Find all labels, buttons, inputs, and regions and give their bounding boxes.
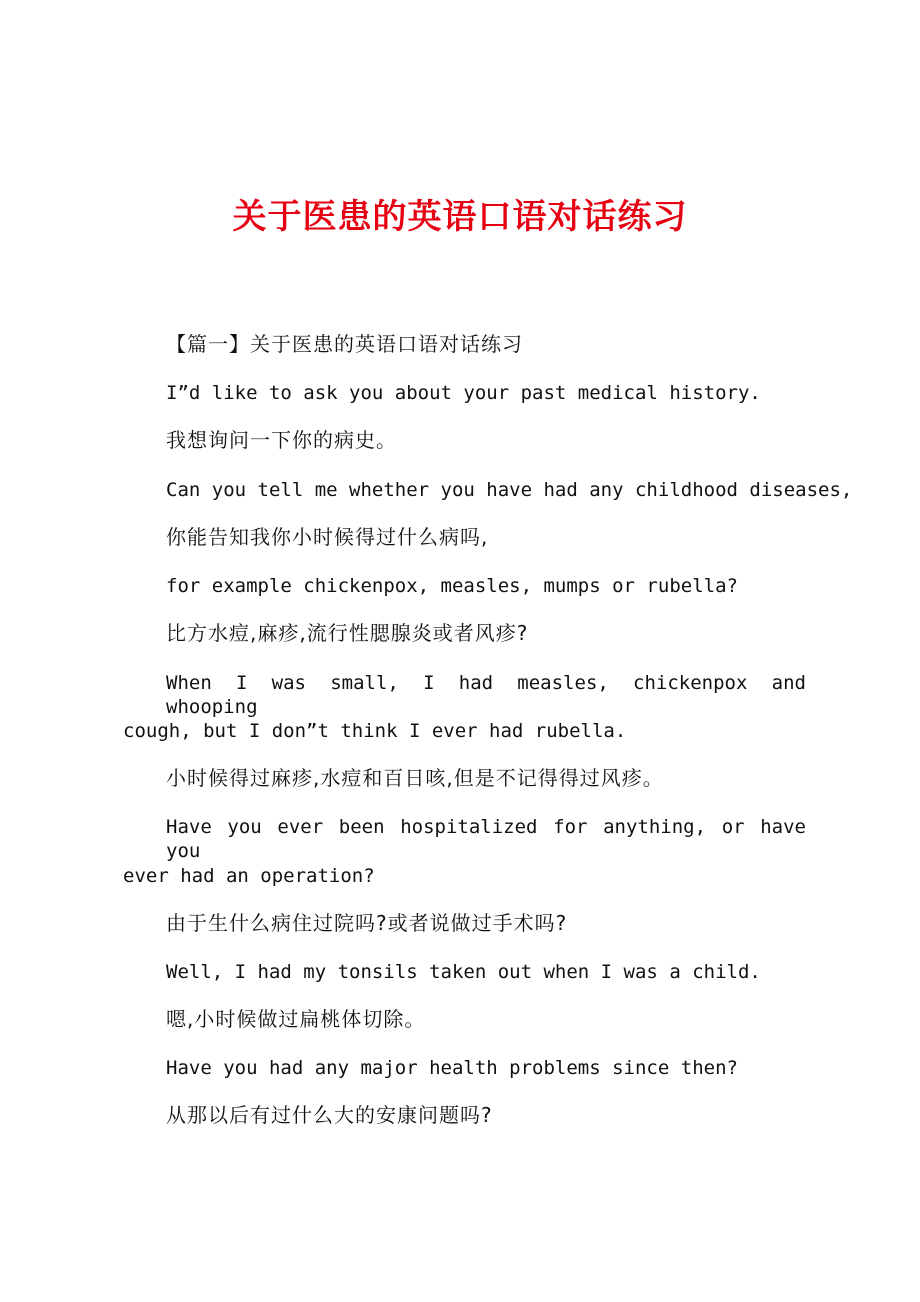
section-heading: 【篇一】关于医患的英语口语对话练习 [166,332,523,356]
english-line: Have you ever been hospitalized for anything, or have you [166,816,806,862]
english-line: for example chickenpox, measles, mumps or rubella? [166,575,738,597]
document-title: 关于医患的英语口语对话练习 [232,197,688,237]
chinese-line: 我想询问一下你的病史。 [166,428,397,452]
english-line: When I was small, I had measles, chickenpox and whooping [166,672,806,718]
english-line: Have you had any major health problems since then? [166,1057,738,1079]
english-line: I”d like to ask you about your past medical history. [166,382,761,404]
chinese-line: 从那以后有过什么大的安康问题吗? [166,1103,493,1127]
chinese-line: 比方水痘,麻疹,流行性腮腺炎或者风疹? [166,621,529,645]
chinese-line: 由于生什么病住过院吗?或者说做过手术吗? [166,911,568,935]
english-line: ever had an operation? [123,865,375,887]
chinese-line: 你能告知我你小时候得过什么病吗, [166,525,489,549]
english-line: Can you tell me whether you have had any childhood diseases, [166,479,853,501]
english-line: Well, I had my tonsils taken out when I was a child. [166,961,761,983]
english-line: cough, but I don”t think I ever had rubella. [123,720,627,742]
chinese-line: 小时候得过麻疹,水痘和百日咳,但是不记得得过风疹。 [166,766,664,790]
chinese-line: 嗯,小时候做过扁桃体切除。 [166,1007,426,1031]
